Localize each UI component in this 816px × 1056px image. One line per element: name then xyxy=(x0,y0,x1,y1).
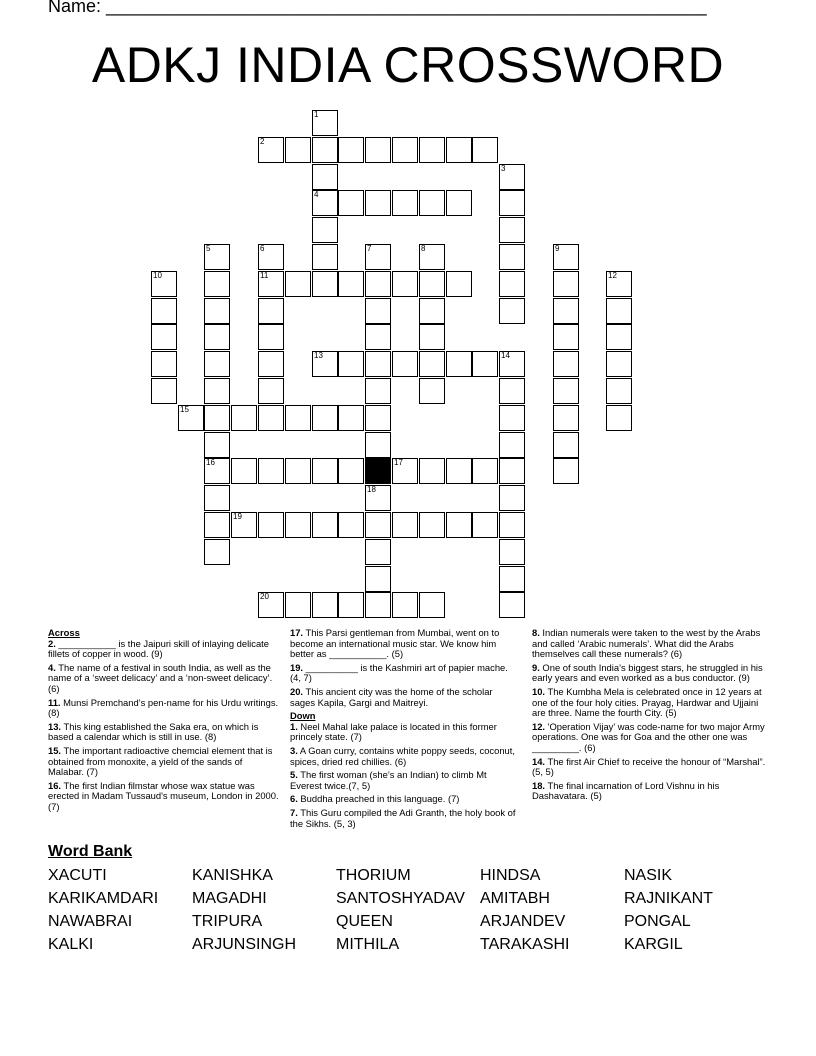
crossword-cell[interactable] xyxy=(258,405,284,431)
clue-heading-down: Down xyxy=(290,710,316,722)
crossword-cell[interactable] xyxy=(365,485,391,511)
crossword-cell[interactable] xyxy=(553,458,579,484)
crossword-cell[interactable] xyxy=(365,298,391,324)
word-bank-item: AMITABH xyxy=(480,890,550,907)
clue-item xyxy=(48,639,280,660)
clue-text: 'Operation Vijay' was code-name for two major Army operations. One was for Goa and the other one was _________. (6) xyxy=(532,720,765,753)
clue-item xyxy=(48,663,280,695)
crossword-cell[interactable] xyxy=(285,592,311,618)
crossword-cell[interactable] xyxy=(312,405,338,431)
clue-text: __________ is the Kashmiri art of papier mache. (4, 7) xyxy=(290,661,508,684)
crossword-cell[interactable] xyxy=(419,351,445,377)
clue-number-label: 5. xyxy=(290,769,298,781)
clue-text: Indian numerals were taken to the west by the Arabs and called ‘Arabic numerals’. What did the Arabs themselves call these numerals? (6) xyxy=(532,627,761,660)
crossword-cell[interactable] xyxy=(553,432,579,458)
crossword-cell[interactable] xyxy=(553,298,579,324)
clue-number: 2 xyxy=(260,137,265,146)
crossword-cell[interactable] xyxy=(499,164,525,190)
crossword-cell[interactable] xyxy=(258,378,284,404)
crossword-cell[interactable] xyxy=(499,512,525,538)
clue-item xyxy=(290,794,520,805)
clue-number: 17 xyxy=(394,458,403,467)
clues-column-1 xyxy=(48,628,280,816)
clue-number: 15 xyxy=(180,405,189,414)
crossword-cell[interactable] xyxy=(365,271,391,297)
crossword-cell[interactable] xyxy=(312,351,338,377)
crossword-cell[interactable] xyxy=(365,324,391,350)
crossword-cell[interactable] xyxy=(338,405,364,431)
crossword-cell[interactable] xyxy=(338,351,364,377)
crossword-cell[interactable] xyxy=(204,271,230,297)
clue-item xyxy=(532,687,768,719)
word-bank-item: NAWABRAI xyxy=(48,913,133,930)
clue-text: This Guru compiled the Adi Granth, the holy book of the Sikhs. (5, 3) xyxy=(290,806,516,829)
crossword-cell[interactable] xyxy=(338,512,364,538)
clue-item xyxy=(290,808,520,829)
crossword-cell[interactable] xyxy=(151,298,177,324)
word-bank-item: MAGADHI xyxy=(192,890,267,907)
crossword-cell[interactable] xyxy=(231,458,257,484)
crossword-cell[interactable] xyxy=(365,378,391,404)
crossword-cell[interactable] xyxy=(338,592,364,618)
clue-text: The important radioactive chemcial element that is obtained from monoxite, a yield of the sands of Malabar. (7) xyxy=(48,744,273,778)
crossword-cell[interactable] xyxy=(285,405,311,431)
crossword-cell[interactable] xyxy=(365,512,391,538)
name-field-line[interactable]: Name: ____________________________________________________________ xyxy=(48,0,707,16)
crossword-cell[interactable] xyxy=(392,458,418,484)
clue-number: 18 xyxy=(367,485,376,494)
crossword-cell[interactable] xyxy=(499,405,525,431)
crossword-cell[interactable] xyxy=(204,298,230,324)
clue-text: The first Air Chief to receive the honour of “Marshal”. (5, 5) xyxy=(532,755,766,778)
clue-number-label: 1. xyxy=(290,720,298,732)
clue-number-label: 13. xyxy=(48,720,62,732)
word-bank-item: KARIKAMDARI xyxy=(48,890,159,907)
crossword-cell[interactable] xyxy=(312,244,338,270)
clue-item xyxy=(290,770,520,791)
crossword-cell[interactable] xyxy=(419,592,445,618)
crossword-cell[interactable] xyxy=(553,405,579,431)
clue-text: ___________ is the Jaipuri skill of inlaying delicate fillets of copper in wood. (9) xyxy=(48,637,269,660)
clue-number: 9 xyxy=(555,244,560,253)
crossword-cell[interactable] xyxy=(553,351,579,377)
crossword-cell[interactable] xyxy=(365,190,391,216)
crossword-cell[interactable] xyxy=(204,432,230,458)
clue-text: This ancient city was the home of the scholar sages Kapila, Gargi and Maitreyi. xyxy=(290,685,493,708)
crossword-cell[interactable] xyxy=(606,351,632,377)
clue-text: One of south India’s biggest stars, he struggled in his early years and even worked as a bus conductor. (9) xyxy=(532,661,763,684)
crossword-cell[interactable] xyxy=(446,137,472,163)
crossword-cell[interactable] xyxy=(446,271,472,297)
word-bank-item: TRIPURA xyxy=(192,913,263,930)
clue-number: 19 xyxy=(233,512,242,521)
crossword-cell[interactable] xyxy=(365,244,391,270)
word-bank-item: THORIUM xyxy=(336,867,411,884)
word-bank-item: KARGIL xyxy=(624,936,683,953)
crossword-cell[interactable] xyxy=(606,405,632,431)
clue-text: The first woman (she’s an Indian) to climb Mt Everest twice.(7, 5) xyxy=(290,769,487,791)
crossword-cell[interactable] xyxy=(499,539,525,565)
clue-item xyxy=(290,687,520,708)
crossword-cell[interactable] xyxy=(178,405,204,431)
clue-text: A Goan curry, contains white poppy seeds, coconut, spices, dried red chillies. (6) xyxy=(290,744,515,767)
crossword-cell[interactable] xyxy=(204,378,230,404)
clue-text: Neel Mahal lake palace is located in this former princely state. (7) xyxy=(290,720,497,743)
crossword-cell[interactable] xyxy=(392,351,418,377)
word-bank-item: ARJUNSINGH xyxy=(192,936,297,953)
crossword-cell[interactable] xyxy=(419,458,445,484)
crossword-cell[interactable] xyxy=(499,592,525,618)
crossword-cell[interactable] xyxy=(365,539,391,565)
crossword-cell[interactable] xyxy=(258,592,284,618)
clue-number: 8 xyxy=(421,244,426,253)
crossword-cell[interactable] xyxy=(499,566,525,592)
crossword-cell[interactable] xyxy=(606,298,632,324)
clue-number-label: 16. xyxy=(48,779,62,791)
crossword-cell[interactable] xyxy=(204,351,230,377)
crossword-cell[interactable] xyxy=(365,592,391,618)
crossword-cell[interactable] xyxy=(231,405,257,431)
clue-number: 1 xyxy=(314,110,319,119)
clue-number: 14 xyxy=(501,351,510,360)
clue-number: 3 xyxy=(501,164,506,173)
word-bank-item: XACUTI xyxy=(48,867,107,884)
clue-number-label: 15. xyxy=(48,744,62,756)
crossword-cell[interactable] xyxy=(312,164,338,190)
crossword-cell[interactable] xyxy=(499,378,525,404)
crossword-cell[interactable] xyxy=(231,512,257,538)
crossword-cell[interactable] xyxy=(499,217,525,243)
crossword-cell[interactable] xyxy=(338,190,364,216)
clue-item xyxy=(532,722,768,754)
crossword-cell[interactable] xyxy=(365,432,391,458)
crossword-cell[interactable] xyxy=(312,512,338,538)
clue-text: The first Indian filmstar whose wax statue was erected in Madam Tussaud's museum, London in 2000. (7) xyxy=(48,779,279,812)
crossword-cell[interactable] xyxy=(258,351,284,377)
crossword-cell[interactable] xyxy=(553,324,579,350)
clue-number-label: 9. xyxy=(532,661,540,673)
crossword-cell[interactable] xyxy=(338,137,364,163)
clue-number-label: 4. xyxy=(48,661,56,673)
crossword-cell[interactable] xyxy=(392,137,418,163)
clue-item xyxy=(48,746,280,778)
crossword-cell[interactable] xyxy=(285,137,311,163)
clue-item xyxy=(48,722,280,743)
crossword-cell[interactable] xyxy=(499,485,525,511)
word-bank-title: Word Bank xyxy=(48,843,133,860)
crossword-cell[interactable] xyxy=(472,137,498,163)
crossword-cell[interactable] xyxy=(258,512,284,538)
crossword-cell[interactable] xyxy=(204,512,230,538)
word-bank-item: HINDSA xyxy=(480,867,541,884)
crossword-cell[interactable] xyxy=(392,271,418,297)
clue-number: 11 xyxy=(260,271,269,280)
crossword-cell[interactable] xyxy=(392,190,418,216)
crossword-cell[interactable] xyxy=(204,244,230,270)
crossword-cell[interactable] xyxy=(151,324,177,350)
crossword-cell[interactable] xyxy=(472,458,498,484)
clue-number-label: 6. xyxy=(290,793,298,805)
crossword-cell[interactable] xyxy=(419,378,445,404)
crossword-cell[interactable] xyxy=(606,378,632,404)
crossword-cell[interactable] xyxy=(312,137,338,163)
crossword-cell[interactable] xyxy=(204,485,230,511)
clue-item xyxy=(290,746,520,767)
crossword-cell[interactable] xyxy=(419,512,445,538)
clue-item xyxy=(532,781,768,802)
crossword-cell[interactable] xyxy=(365,137,391,163)
clue-text: This king established the Saka era, on which is based a calendar which is still in use. (8) xyxy=(48,720,259,743)
crossword-cell[interactable] xyxy=(365,405,391,431)
clue-text: The Kumbha Mela is celebrated once in 12 years at one of the four holy cities. Prayag, Hardwar and Ujjaini are three. Name the fourth City. (5) xyxy=(532,685,762,719)
crossword-cell[interactable] xyxy=(258,244,284,270)
clue-number-label: 8. xyxy=(532,627,540,638)
clue-number: 7 xyxy=(367,244,372,253)
crossword-cell[interactable] xyxy=(419,298,445,324)
crossword-cell[interactable] xyxy=(312,271,338,297)
crossword-cell[interactable] xyxy=(365,566,391,592)
clue-number-label: 17. xyxy=(290,627,304,638)
crossword-cell[interactable] xyxy=(472,351,498,377)
crossword-cell[interactable] xyxy=(419,190,445,216)
crossword-cell[interactable] xyxy=(472,512,498,538)
crossword-cell[interactable] xyxy=(204,458,230,484)
clue-number: 5 xyxy=(206,244,211,253)
clue-number: 6 xyxy=(260,244,265,253)
clue-number-label: 12. xyxy=(532,720,546,732)
crossword-cell[interactable] xyxy=(151,378,177,404)
crossword-cell[interactable] xyxy=(312,190,338,216)
clue-item xyxy=(48,698,280,719)
clue-number: 16 xyxy=(206,458,215,467)
clue-item xyxy=(48,781,280,813)
clue-number: 10 xyxy=(153,271,162,280)
crossword-cell[interactable] xyxy=(606,271,632,297)
word-bank-item: KALKI xyxy=(48,936,94,953)
crossword-cell[interactable] xyxy=(204,405,230,431)
clues-column-2 xyxy=(290,628,520,832)
crossword-cell[interactable] xyxy=(312,217,338,243)
crossword-cell[interactable] xyxy=(285,458,311,484)
crossword-cell[interactable] xyxy=(499,432,525,458)
clue-number: 13 xyxy=(314,351,323,360)
word-bank-item: SANTOSHYADAV xyxy=(336,890,465,907)
clue-item xyxy=(532,757,768,778)
word-bank-item: TARAKASHI xyxy=(480,936,570,953)
crossword-cell[interactable] xyxy=(285,271,311,297)
crossword-cell[interactable] xyxy=(553,378,579,404)
crossword-cell[interactable] xyxy=(499,190,525,216)
clue-number-label: 20. xyxy=(290,685,304,697)
crossword-cell[interactable] xyxy=(285,512,311,538)
clue-number-label: 10. xyxy=(532,685,546,697)
crossword-cell[interactable] xyxy=(312,458,338,484)
word-bank-item: QUEEN xyxy=(336,913,393,930)
clue-number-label: 18. xyxy=(532,779,546,791)
crossword-cell[interactable] xyxy=(258,458,284,484)
clue-number: 20 xyxy=(260,592,269,601)
crossword-cell[interactable] xyxy=(499,458,525,484)
clue-item xyxy=(532,628,768,660)
clue-item xyxy=(290,628,520,660)
clues-column-3 xyxy=(532,628,768,805)
crossword-cell[interactable] xyxy=(419,137,445,163)
crossword-cell[interactable] xyxy=(499,298,525,324)
crossword-cell[interactable] xyxy=(338,271,364,297)
crossword-cell[interactable] xyxy=(258,137,284,163)
crossword-cell[interactable] xyxy=(204,324,230,350)
crossword-cell[interactable] xyxy=(446,190,472,216)
word-bank-item: ARJANDEV xyxy=(480,913,566,930)
page-title: ADKJ INDIA CROSSWORD xyxy=(91,37,725,93)
clue-item xyxy=(532,663,768,684)
clue-text: This Parsi gentleman from Mumbai, went on to become an international music star. We know him better as ___________. (5) xyxy=(290,627,500,660)
clue-number-label: 3. xyxy=(290,744,298,756)
clue-text: Munsi Premchand’s pen-name for his Urdu writings. (8) xyxy=(48,696,279,719)
word-bank xyxy=(48,866,788,954)
crossword-cell[interactable] xyxy=(258,271,284,297)
clue-item xyxy=(290,663,520,684)
crossword-cell[interactable] xyxy=(312,110,338,136)
crossword-cell[interactable] xyxy=(312,592,338,618)
crossword-cell[interactable] xyxy=(258,324,284,350)
word-bank-item: MITHILA xyxy=(336,936,400,953)
word-bank-item: RAJNIKANT xyxy=(624,890,713,907)
crossword-cell[interactable] xyxy=(446,351,472,377)
crossword-cell[interactable] xyxy=(499,351,525,377)
crossword-cell[interactable] xyxy=(499,244,525,270)
word-bank-item: KANISHKA xyxy=(192,867,273,884)
crossword-cell[interactable] xyxy=(499,271,525,297)
clue-number-label: 11. xyxy=(48,696,61,708)
crossword-cell[interactable] xyxy=(258,298,284,324)
clue-heading-across: Across xyxy=(48,627,80,638)
crossword-cell[interactable] xyxy=(553,271,579,297)
clue-number-label: 19. xyxy=(290,661,304,673)
clue-number-label: 2. xyxy=(48,637,56,649)
crossword-cell[interactable] xyxy=(419,271,445,297)
crossword-cell[interactable] xyxy=(446,458,472,484)
crossword-cell[interactable] xyxy=(392,592,418,618)
clue-number: 12 xyxy=(608,271,617,280)
crossword-cell[interactable] xyxy=(365,351,391,377)
black-square xyxy=(365,458,391,484)
clue-number-label: 7. xyxy=(290,806,298,818)
crossword-cell[interactable] xyxy=(338,458,364,484)
crossword-cell[interactable] xyxy=(606,324,632,350)
crossword-cell[interactable] xyxy=(419,244,445,270)
word-bank-item: NASIK xyxy=(624,867,673,884)
crossword-cell[interactable] xyxy=(151,351,177,377)
crossword-cell[interactable] xyxy=(553,244,579,270)
clue-text: The name of a festival in south India, as well as the name of a ‘sweet delicacy’ and a ‘non-sweet delicacy’. (6) xyxy=(48,661,273,694)
crossword-cell[interactable] xyxy=(151,271,177,297)
clue-item xyxy=(290,722,520,743)
clue-text: The final incarnation of Lord Vishnu in his Dashavatara. (5) xyxy=(532,779,720,802)
clue-number-label: 14. xyxy=(532,755,546,767)
word-bank-item: PONGAL xyxy=(624,913,691,930)
crossword-cell[interactable] xyxy=(419,324,445,350)
clue-number: 4 xyxy=(314,190,319,199)
crossword-cell[interactable] xyxy=(204,539,230,565)
crossword-cell[interactable] xyxy=(446,512,472,538)
crossword-cell[interactable] xyxy=(392,512,418,538)
clue-text: Buddha preached in this language. (7) xyxy=(297,793,460,805)
